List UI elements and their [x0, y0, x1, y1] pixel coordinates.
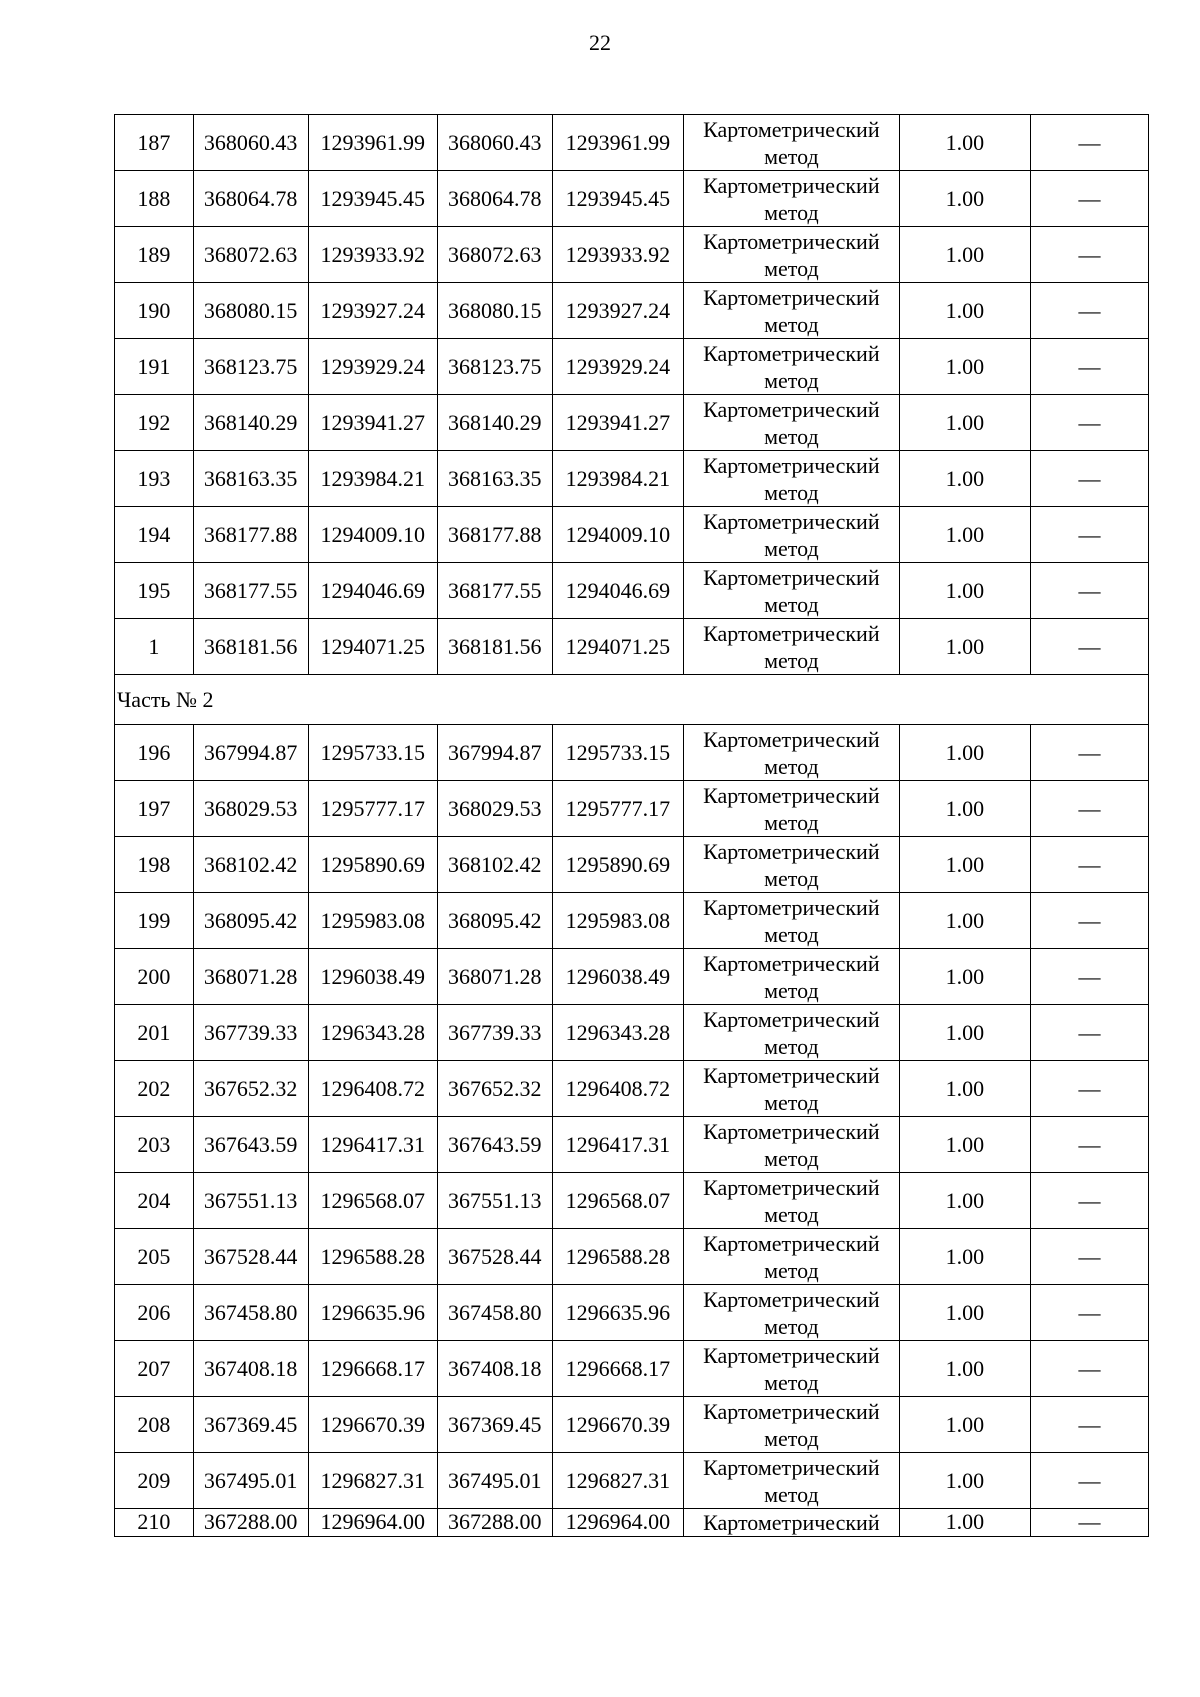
method-label-line1: Картометрический — [703, 508, 880, 534]
accuracy-cell: 1.00 — [899, 893, 1030, 949]
note-cell: — — [1030, 619, 1148, 675]
table-row — [115, 781, 1149, 837]
method-cell — [683, 725, 899, 781]
note-cell: — — [1030, 949, 1148, 1005]
accuracy-cell: 1.00 — [899, 227, 1030, 283]
method-cell — [683, 339, 899, 395]
x-coordinate-cell: 367458.80 — [437, 1285, 552, 1341]
method-cell — [683, 1173, 899, 1229]
note-cell: — — [1030, 1509, 1148, 1537]
point-number-cell: 194 — [115, 507, 194, 563]
y-coordinate-cell: 1294009.10 — [552, 507, 683, 563]
x-coordinate-cell: 367495.01 — [193, 1453, 308, 1509]
table-row — [115, 115, 1149, 171]
note-cell: — — [1030, 563, 1148, 619]
table-row — [115, 171, 1149, 227]
y-coordinate-cell: 1296668.17 — [552, 1341, 683, 1397]
method-cell — [683, 1005, 899, 1061]
x-coordinate-cell: 368177.55 — [193, 563, 308, 619]
note-cell: — — [1030, 1453, 1148, 1509]
method-label-line1: Картометрический — [703, 894, 880, 920]
y-coordinate-cell: 1296964.00 — [308, 1509, 437, 1537]
point-number-cell: 204 — [115, 1173, 194, 1229]
note-cell: — — [1030, 451, 1148, 507]
page-number: 22 — [589, 30, 611, 55]
method-label-line1: Картометрический — [703, 1342, 880, 1368]
point-number-cell: 193 — [115, 451, 194, 507]
method-label-line2: метод — [764, 1313, 819, 1339]
y-coordinate-cell: 1293929.24 — [552, 339, 683, 395]
method-label-line1: Картометрический — [703, 564, 880, 590]
method-label-line1: Картометрический — [703, 1006, 880, 1032]
x-coordinate-cell: 368060.43 — [193, 115, 308, 171]
accuracy-cell: 1.00 — [899, 781, 1030, 837]
note-cell: — — [1030, 339, 1148, 395]
accuracy-cell: 1.00 — [899, 1173, 1030, 1229]
method-label-line2: метод — [764, 921, 819, 947]
x-coordinate-cell: 368140.29 — [437, 395, 552, 451]
point-number-cell: 189 — [115, 227, 194, 283]
section-header: Часть № 2 — [115, 675, 1149, 725]
x-coordinate-cell: 368095.42 — [193, 893, 308, 949]
x-coordinate-cell: 368123.75 — [437, 339, 552, 395]
method-label-line1: Картометрический — [703, 1286, 880, 1312]
y-coordinate-cell: 1296670.39 — [308, 1397, 437, 1453]
method-label-line2: метод — [764, 479, 819, 505]
method-cell — [683, 1061, 899, 1117]
table-row — [115, 395, 1149, 451]
method-label-line2: метод — [764, 199, 819, 225]
method-cell — [683, 1509, 899, 1537]
table-row — [115, 1285, 1149, 1341]
method-label-line2: метод — [764, 1481, 819, 1507]
y-coordinate-cell: 1293927.24 — [552, 283, 683, 339]
table-row — [115, 893, 1149, 949]
point-number-cell: 188 — [115, 171, 194, 227]
method-cell — [683, 1341, 899, 1397]
method-label-line2: метод — [764, 535, 819, 561]
accuracy-cell: 1.00 — [899, 115, 1030, 171]
method-label-line1: Картометрический — [703, 452, 880, 478]
method-cell — [683, 949, 899, 1005]
y-coordinate-cell: 1293941.27 — [308, 395, 437, 451]
method-label-line2: метод — [764, 143, 819, 169]
table-row — [115, 1397, 1149, 1453]
y-coordinate-cell: 1296635.96 — [552, 1285, 683, 1341]
accuracy-cell: 1.00 — [899, 171, 1030, 227]
x-coordinate-cell: 367528.44 — [193, 1229, 308, 1285]
table-row — [115, 339, 1149, 395]
accuracy-cell: 1.00 — [899, 563, 1030, 619]
table-row — [115, 1453, 1149, 1509]
x-coordinate-cell: 368177.55 — [437, 563, 552, 619]
point-number-cell: 191 — [115, 339, 194, 395]
note-cell: — — [1030, 1397, 1148, 1453]
method-label-line1: Картометрический — [703, 838, 880, 864]
y-coordinate-cell: 1295983.08 — [308, 893, 437, 949]
method-label-line1: Картометрический — [703, 1174, 880, 1200]
x-coordinate-cell: 367408.18 — [193, 1341, 308, 1397]
point-number-cell: 210 — [115, 1509, 194, 1537]
table-body — [115, 115, 1149, 1537]
method-label-line1: Картометрический — [703, 1230, 880, 1256]
point-number-cell: 205 — [115, 1229, 194, 1285]
method-cell — [683, 1285, 899, 1341]
accuracy-cell: 1.00 — [899, 1061, 1030, 1117]
y-coordinate-cell: 1293961.99 — [552, 115, 683, 171]
method-label-line1: Картометрический — [703, 1454, 880, 1480]
note-cell: — — [1030, 893, 1148, 949]
method-label-line2: метод — [764, 591, 819, 617]
x-coordinate-cell: 368102.42 — [193, 837, 308, 893]
note-cell: — — [1030, 1061, 1148, 1117]
x-coordinate-cell: 367458.80 — [193, 1285, 308, 1341]
x-coordinate-cell: 367994.87 — [193, 725, 308, 781]
table-row — [115, 1061, 1149, 1117]
y-coordinate-cell: 1295777.17 — [308, 781, 437, 837]
x-coordinate-cell: 368140.29 — [193, 395, 308, 451]
point-number-cell: 206 — [115, 1285, 194, 1341]
y-coordinate-cell: 1293927.24 — [308, 283, 437, 339]
y-coordinate-cell: 1296343.28 — [552, 1005, 683, 1061]
y-coordinate-cell: 1296038.49 — [308, 949, 437, 1005]
point-number-cell: 198 — [115, 837, 194, 893]
x-coordinate-cell: 368163.35 — [437, 451, 552, 507]
method-label-line1: Картометрический — [703, 620, 880, 646]
method-cell — [683, 563, 899, 619]
method-cell — [683, 837, 899, 893]
note-cell: — — [1030, 1173, 1148, 1229]
point-number-cell: 201 — [115, 1005, 194, 1061]
y-coordinate-cell: 1293961.99 — [308, 115, 437, 171]
x-coordinate-cell: 368064.78 — [437, 171, 552, 227]
table-row — [115, 619, 1149, 675]
x-coordinate-cell: 367643.59 — [193, 1117, 308, 1173]
method-cell — [683, 451, 899, 507]
method-cell — [683, 781, 899, 837]
y-coordinate-cell: 1296417.31 — [308, 1117, 437, 1173]
method-label-line2: метод — [764, 311, 819, 337]
x-coordinate-cell: 368123.75 — [193, 339, 308, 395]
method-label-line1: Картометрический — [703, 1062, 880, 1088]
y-coordinate-cell: 1293984.21 — [308, 451, 437, 507]
x-coordinate-cell: 368064.78 — [193, 171, 308, 227]
accuracy-cell: 1.00 — [899, 1341, 1030, 1397]
y-coordinate-cell: 1296670.39 — [552, 1397, 683, 1453]
x-coordinate-cell: 367652.32 — [193, 1061, 308, 1117]
accuracy-cell: 1.00 — [899, 619, 1030, 675]
method-label-line1: Картометрический — [703, 116, 880, 142]
point-number-cell: 195 — [115, 563, 194, 619]
method-cell — [683, 1229, 899, 1285]
x-coordinate-cell: 368072.63 — [193, 227, 308, 283]
x-coordinate-cell: 367495.01 — [437, 1453, 552, 1509]
accuracy-cell: 1.00 — [899, 1285, 1030, 1341]
y-coordinate-cell: 1295890.69 — [552, 837, 683, 893]
x-coordinate-cell: 367288.00 — [437, 1509, 552, 1537]
method-cell — [683, 619, 899, 675]
method-cell — [683, 1397, 899, 1453]
x-coordinate-cell: 367288.00 — [193, 1509, 308, 1537]
method-label-line2: метод — [764, 977, 819, 1003]
accuracy-cell: 1.00 — [899, 395, 1030, 451]
accuracy-cell: 1.00 — [899, 837, 1030, 893]
point-number-cell: 190 — [115, 283, 194, 339]
x-coordinate-cell: 368102.42 — [437, 837, 552, 893]
note-cell: — — [1030, 227, 1148, 283]
method-label-line1: Картометрический — [703, 172, 880, 198]
method-label-line2: метод — [764, 753, 819, 779]
table-row — [115, 227, 1149, 283]
point-number-cell: 207 — [115, 1341, 194, 1397]
method-label-line1: Картометрический — [703, 1118, 880, 1144]
x-coordinate-cell: 367369.45 — [437, 1397, 552, 1453]
method-cell — [683, 893, 899, 949]
accuracy-cell: 1.00 — [899, 725, 1030, 781]
method-label-line2: метод — [764, 1145, 819, 1171]
x-coordinate-cell: 367739.33 — [193, 1005, 308, 1061]
x-coordinate-cell: 368095.42 — [437, 893, 552, 949]
point-number-cell: 197 — [115, 781, 194, 837]
method-cell — [683, 115, 899, 171]
y-coordinate-cell: 1296668.17 — [308, 1341, 437, 1397]
table-row — [115, 563, 1149, 619]
x-coordinate-cell: 367551.13 — [193, 1173, 308, 1229]
y-coordinate-cell: 1294046.69 — [552, 563, 683, 619]
method-label-line1: Картометрический — [703, 726, 880, 752]
table-row — [115, 1229, 1149, 1285]
accuracy-cell: 1.00 — [899, 1453, 1030, 1509]
method-label-line2: метод — [764, 423, 819, 449]
x-coordinate-cell: 367643.59 — [437, 1117, 552, 1173]
accuracy-cell: 1.00 — [899, 1229, 1030, 1285]
y-coordinate-cell: 1295733.15 — [552, 725, 683, 781]
y-coordinate-cell: 1296635.96 — [308, 1285, 437, 1341]
y-coordinate-cell: 1296568.07 — [552, 1173, 683, 1229]
y-coordinate-cell: 1296038.49 — [552, 949, 683, 1005]
note-cell: — — [1030, 1285, 1148, 1341]
x-coordinate-cell: 368071.28 — [193, 949, 308, 1005]
accuracy-cell: 1.00 — [899, 1005, 1030, 1061]
coordinates-table — [114, 114, 1149, 1537]
y-coordinate-cell: 1295777.17 — [552, 781, 683, 837]
y-coordinate-cell: 1296568.07 — [308, 1173, 437, 1229]
x-coordinate-cell: 367528.44 — [437, 1229, 552, 1285]
y-coordinate-cell: 1294071.25 — [552, 619, 683, 675]
method-cell — [683, 1117, 899, 1173]
note-cell: — — [1030, 837, 1148, 893]
method-cell — [683, 507, 899, 563]
point-number-cell: 1 — [115, 619, 194, 675]
method-label-line1: Картометрический — [703, 1510, 880, 1535]
note-cell: — — [1030, 781, 1148, 837]
x-coordinate-cell: 368071.28 — [437, 949, 552, 1005]
x-coordinate-cell: 368177.88 — [437, 507, 552, 563]
method-label-line1: Картометрический — [703, 340, 880, 366]
note-cell: — — [1030, 395, 1148, 451]
method-cell — [683, 171, 899, 227]
y-coordinate-cell: 1296408.72 — [552, 1061, 683, 1117]
x-coordinate-cell: 367652.32 — [437, 1061, 552, 1117]
method-label-line2: метод — [764, 1201, 819, 1227]
method-label-line2: метод — [764, 1425, 819, 1451]
note-cell: — — [1030, 1341, 1148, 1397]
point-number-cell: 208 — [115, 1397, 194, 1453]
accuracy-cell: 1.00 — [899, 1509, 1030, 1537]
y-coordinate-cell: 1296343.28 — [308, 1005, 437, 1061]
y-coordinate-cell: 1296827.31 — [552, 1453, 683, 1509]
table-row — [115, 451, 1149, 507]
y-coordinate-cell: 1296417.31 — [552, 1117, 683, 1173]
table-row — [115, 1005, 1149, 1061]
x-coordinate-cell: 368060.43 — [437, 115, 552, 171]
method-label-line2: метод — [764, 1257, 819, 1283]
x-coordinate-cell: 367551.13 — [437, 1173, 552, 1229]
x-coordinate-cell: 368181.56 — [437, 619, 552, 675]
method-label-line2: метод — [764, 1033, 819, 1059]
table-row — [115, 1341, 1149, 1397]
y-coordinate-cell: 1293941.27 — [552, 395, 683, 451]
accuracy-cell: 1.00 — [899, 283, 1030, 339]
x-coordinate-cell: 368072.63 — [437, 227, 552, 283]
x-coordinate-cell: 368181.56 — [193, 619, 308, 675]
y-coordinate-cell: 1296827.31 — [308, 1453, 437, 1509]
method-label-line2: метод — [764, 1089, 819, 1115]
note-cell: — — [1030, 1117, 1148, 1173]
x-coordinate-cell: 367994.87 — [437, 725, 552, 781]
method-label-line2: метод — [764, 1369, 819, 1395]
note-cell: — — [1030, 725, 1148, 781]
y-coordinate-cell: 1296408.72 — [308, 1061, 437, 1117]
x-coordinate-cell: 368029.53 — [437, 781, 552, 837]
y-coordinate-cell: 1294046.69 — [308, 563, 437, 619]
x-coordinate-cell: 368080.15 — [193, 283, 308, 339]
accuracy-cell: 1.00 — [899, 949, 1030, 1005]
point-number-cell: 202 — [115, 1061, 194, 1117]
method-cell — [683, 227, 899, 283]
accuracy-cell: 1.00 — [899, 339, 1030, 395]
x-coordinate-cell: 367739.33 — [437, 1005, 552, 1061]
y-coordinate-cell: 1296588.28 — [308, 1229, 437, 1285]
point-number-cell: 187 — [115, 115, 194, 171]
table-row — [115, 283, 1149, 339]
note-cell: — — [1030, 171, 1148, 227]
note-cell: — — [1030, 283, 1148, 339]
y-coordinate-cell: 1294071.25 — [308, 619, 437, 675]
table-row — [115, 837, 1149, 893]
x-coordinate-cell: 368177.88 — [193, 507, 308, 563]
point-number-cell: 200 — [115, 949, 194, 1005]
y-coordinate-cell: 1293929.24 — [308, 339, 437, 395]
x-coordinate-cell: 367408.18 — [437, 1341, 552, 1397]
method-label-line2: метод — [764, 647, 819, 673]
table-row — [115, 1509, 1149, 1537]
point-number-cell: 203 — [115, 1117, 194, 1173]
point-number-cell: 199 — [115, 893, 194, 949]
y-coordinate-cell: 1295983.08 — [552, 893, 683, 949]
note-cell: — — [1030, 115, 1148, 171]
y-coordinate-cell: 1295890.69 — [308, 837, 437, 893]
accuracy-cell: 1.00 — [899, 507, 1030, 563]
accuracy-cell: 1.00 — [899, 1117, 1030, 1173]
y-coordinate-cell: 1295733.15 — [308, 725, 437, 781]
method-label-line1: Картометрический — [703, 1398, 880, 1424]
x-coordinate-cell: 367369.45 — [193, 1397, 308, 1453]
table-row — [115, 507, 1149, 563]
accuracy-cell: 1.00 — [899, 451, 1030, 507]
section-header-row — [115, 675, 1149, 725]
y-coordinate-cell: 1293984.21 — [552, 451, 683, 507]
table-row — [115, 1173, 1149, 1229]
point-number-cell: 192 — [115, 395, 194, 451]
y-coordinate-cell: 1296964.00 — [552, 1509, 683, 1537]
x-coordinate-cell: 368029.53 — [193, 781, 308, 837]
y-coordinate-cell: 1293945.45 — [552, 171, 683, 227]
x-coordinate-cell: 368080.15 — [437, 283, 552, 339]
y-coordinate-cell: 1294009.10 — [308, 507, 437, 563]
method-label-line2: метод — [764, 367, 819, 393]
accuracy-cell: 1.00 — [899, 1397, 1030, 1453]
y-coordinate-cell: 1293945.45 — [308, 171, 437, 227]
method-label-line2: метод — [764, 809, 819, 835]
x-coordinate-cell: 368163.35 — [193, 451, 308, 507]
method-label-line1: Картометрический — [703, 950, 880, 976]
y-coordinate-cell: 1296588.28 — [552, 1229, 683, 1285]
y-coordinate-cell: 1293933.92 — [552, 227, 683, 283]
note-cell: — — [1030, 1005, 1148, 1061]
table-row — [115, 1117, 1149, 1173]
note-cell: — — [1030, 1229, 1148, 1285]
method-label-line1: Картометрический — [703, 284, 880, 310]
point-number-cell: 209 — [115, 1453, 194, 1509]
method-label-line2: метод — [764, 255, 819, 281]
table-row — [115, 725, 1149, 781]
method-cell — [683, 283, 899, 339]
method-cell — [683, 395, 899, 451]
y-coordinate-cell: 1293933.92 — [308, 227, 437, 283]
point-number-cell: 196 — [115, 725, 194, 781]
note-cell: — — [1030, 507, 1148, 563]
method-label-line2: метод — [764, 865, 819, 891]
method-label-line1: Картометрический — [703, 782, 880, 808]
method-cell — [683, 1453, 899, 1509]
method-label-line1: Картометрический — [703, 396, 880, 422]
table-row — [115, 949, 1149, 1005]
method-label-line1: Картометрический — [703, 228, 880, 254]
